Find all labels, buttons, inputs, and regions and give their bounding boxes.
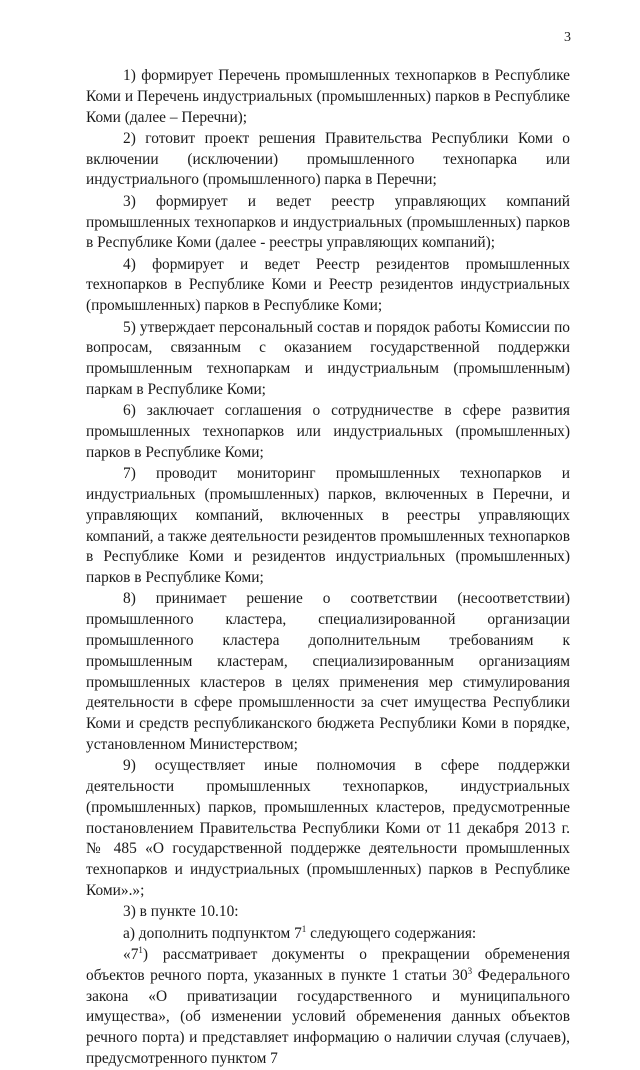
list-item-8: 8) принимает решение о соответствии (несоответствии) промышленного кластера, специализированной организации промышленного кластера дополнительным требованиям к промышленным кластерам, специализированным организациям промышленных кластеров в целях применения мер стимулирования деятельности в сфере промышленности за счет имущества Республики Коми и средств республиканского бюджета Республики Коми в порядке, установленном Министерством; (86, 590, 570, 753)
list-item-6: 6) заключает соглашения о сотрудничестве в сфере развития промышленных технопарков или индустриальных (промышленных) парков в Республике Коми; (86, 402, 570, 461)
document-body (86, 66, 570, 1070)
subpoint-a-text-2: следующего содержания: (306, 924, 477, 942)
page-number: 3 (564, 30, 571, 45)
list-item-1: 1) формирует Перечень промышленных технопарков в Республике Коми и Перечень индустриальных (промышленных) парков в Республике Коми (далее – Перечни); (86, 67, 570, 126)
list-item-9: 9) осуществляет иные полномочия в сфере поддержки деятельности промышленных технопарков, индустриальных (промышленных) парков, промышленных кластеров, предусмотренные постановлением Правительства Республики Коми от 11 декабря 2013 г. № 485 «О государственной поддержке деятельности промышленных технопарков и индустриальных (промышленных) парков в Республике Коми».»; (86, 757, 570, 900)
point-3-heading: 3) в пункте 10.10: (123, 903, 239, 921)
quote-superscript-1: 1 (138, 944, 143, 955)
list-item-7: 7) проводит мониторинг промышленных технопарков и индустриальных (промышленных) парков, включенных в Перечни, и управляющих компаний, включенных в реестры управляющих компаний, а также деятельности резидентов промышленных технопарков в Республике Коми и резидентов индустриальных (промышленных) парков в Республике Коми; (86, 465, 570, 587)
quote-text-3: Федерального закона «О приватизации государственного и муниципального имущества», (об изменении условий обременения данных объектов речного порта) и представляет информацию о наличии случая (случаев), предусмотренного пунктом 7 (86, 966, 570, 1067)
subpoint-a-text-1: а) дополнить подпунктом 7 (123, 924, 302, 942)
quote-superscript-2: 3 (467, 965, 473, 976)
quote-text-2: ) рассматривает документы о прекращении обременения объектов речного порта, указанных в пункте 1 статьи 30 (86, 945, 570, 984)
list-item-5: 5) утверждает персональный состав и порядок работы Комиссии по вопросам, связанным с оказанием государственной поддержки промышленным технопаркам и индустриальным (промышленным) паркам в Республике Коми; (86, 318, 570, 398)
quote-text-1: «7 (123, 945, 139, 963)
subpoint-a (86, 924, 570, 945)
list-item-2: 2) готовит проект решения Правительства Республики Коми о включении (исключении) промышленного технопарка или индустриального (промышленного) парка в Перечни; (86, 129, 570, 189)
list-item-4: 4) формирует и ведет Реестр резидентов промышленных технопарков в Республике Коми и Реестр резидентов индустриальных (промышленных) парков в Республике Коми; (86, 255, 570, 315)
subpoint-a-superscript: 1 (301, 923, 307, 934)
quoted-subpoint (86, 945, 570, 1070)
list-item-3: 3) формирует и ведет реестр управляющих компаний промышленных технопарков и индустриальных (промышленных) парков в Республике Коми (далее - реестры управляющих компаний); (86, 192, 570, 252)
